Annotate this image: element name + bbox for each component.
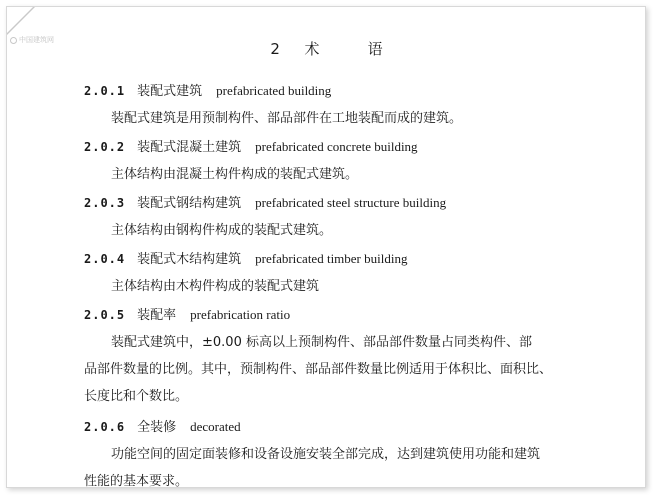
term-name-en: prefabricated concrete building	[255, 139, 418, 154]
term-name-en: prefabrication ratio	[190, 307, 291, 322]
term-name-en: prefabricated steel structure building	[255, 195, 447, 210]
term-definition: 功能空间的固定面装修和设备设施安装全部完成，达到建筑使用功能和建筑	[111, 447, 541, 462]
term-name-zh: 装配式建筑	[137, 84, 203, 99]
term-heading	[84, 80, 331, 99]
term-number: 2.0.4	[84, 252, 126, 266]
term-number: 2.0.5	[84, 308, 126, 322]
term-number: 2.0.6	[84, 420, 126, 434]
term-heading	[84, 416, 241, 435]
term-number: 2.0.1	[84, 84, 126, 98]
term-name-zh: 装配式混凝土建筑	[137, 140, 242, 155]
page-corner-fold-inner	[7, 7, 33, 33]
term-name-zh: 装配式钢结构建筑	[137, 196, 242, 211]
term-definition: 性能的基本要求。	[84, 474, 189, 489]
term-name-zh: 装配式木结构建筑	[137, 252, 242, 267]
term-name-en: prefabricated building	[216, 83, 332, 98]
term-definition: 主体结构由木构件构成的装配式建筑	[111, 279, 320, 294]
term-definition: 品部件数量的比例。其中，预制构件、部品部件数量比例适用于体积比、面积比、	[84, 362, 553, 377]
term-name-zh: 装配率	[137, 308, 177, 323]
term-number: 2.0.3	[84, 196, 126, 210]
chapter-title: 2 术 语	[270, 40, 384, 58]
watermark-text: 中国建筑网	[19, 36, 54, 44]
term-name-en: decorated	[190, 419, 241, 434]
term-number: 2.0.2	[84, 140, 126, 154]
term-name-zh: 全装修	[137, 420, 177, 435]
term-heading	[84, 192, 446, 211]
term-definition: 装配式建筑是用预制构件、部品部件在工地装配而成的建筑。	[111, 111, 463, 126]
term-definition: 长度比和个数比。	[84, 389, 189, 404]
term-heading	[84, 248, 407, 267]
term-heading	[84, 136, 418, 155]
term-name-en: prefabricated timber building	[255, 251, 408, 266]
term-heading	[84, 304, 290, 323]
term-definition: 装配式建筑中，±0.00 标高以上预制构件、部品部件数量占同类构件、部	[111, 335, 532, 350]
term-definition: 主体结构由钢构件构成的装配式建筑。	[111, 223, 333, 238]
term-definition: 主体结构由混凝土构件构成的装配式建筑。	[111, 167, 359, 182]
